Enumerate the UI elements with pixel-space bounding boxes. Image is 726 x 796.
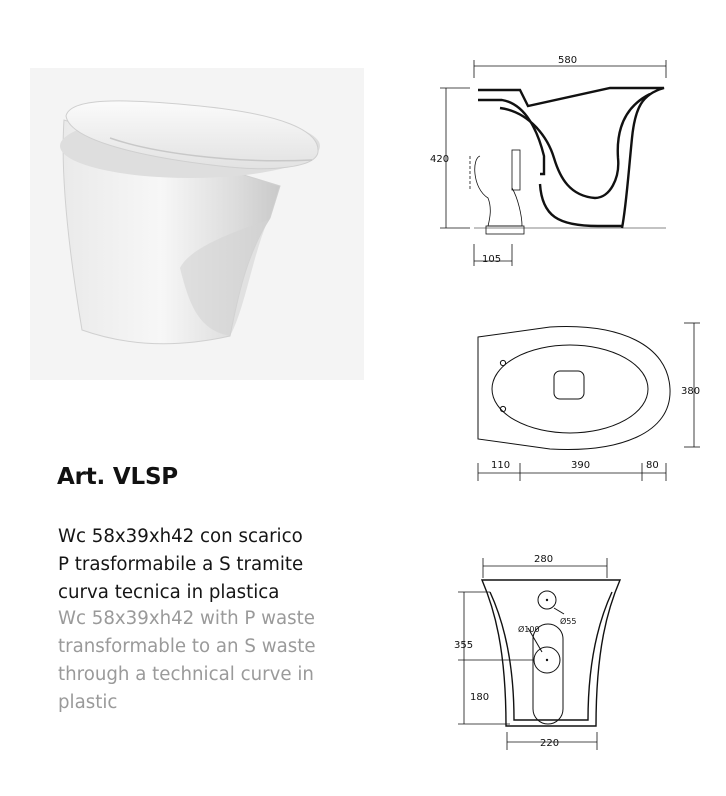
dimension-segment-3: 80	[646, 460, 659, 471]
description-line: plastic	[58, 692, 118, 713]
dimension-outlet-height: 180	[470, 692, 490, 703]
dimension-height: 420	[430, 154, 450, 165]
dimension-height: 355	[454, 640, 474, 651]
description-line: P trasformabile a S tramite	[58, 554, 304, 575]
product-photo	[30, 68, 364, 380]
description-line: curva tecnica in plastica	[58, 582, 280, 603]
description-line: Wc 58x39xh42 with P waste	[58, 608, 315, 629]
dimension-base-width: 220	[540, 738, 560, 749]
front-view-drawing	[450, 548, 634, 754]
description-line: through a technical curve in	[58, 664, 314, 685]
upper-hole-label: Ø55	[560, 617, 577, 626]
description-english	[58, 605, 316, 717]
dimension-outlet: 105	[482, 254, 502, 265]
side-view-drawing	[430, 48, 686, 270]
dimension-width: 580	[558, 55, 578, 66]
dimension-top-width: 280	[534, 554, 554, 565]
lower-hole-label: Ø100	[518, 625, 540, 634]
description-line: transformable to an S waste	[58, 636, 316, 657]
description-line: Wc 58x39xh42 con scarico	[58, 526, 303, 547]
description-italian	[58, 523, 303, 607]
dimension-segment-1: 110	[491, 460, 511, 471]
dimension-depth: 380	[681, 386, 701, 397]
top-view-drawing	[470, 315, 710, 485]
product-title: Art. VLSP	[57, 464, 178, 490]
dimension-segment-2: 390	[571, 460, 591, 471]
